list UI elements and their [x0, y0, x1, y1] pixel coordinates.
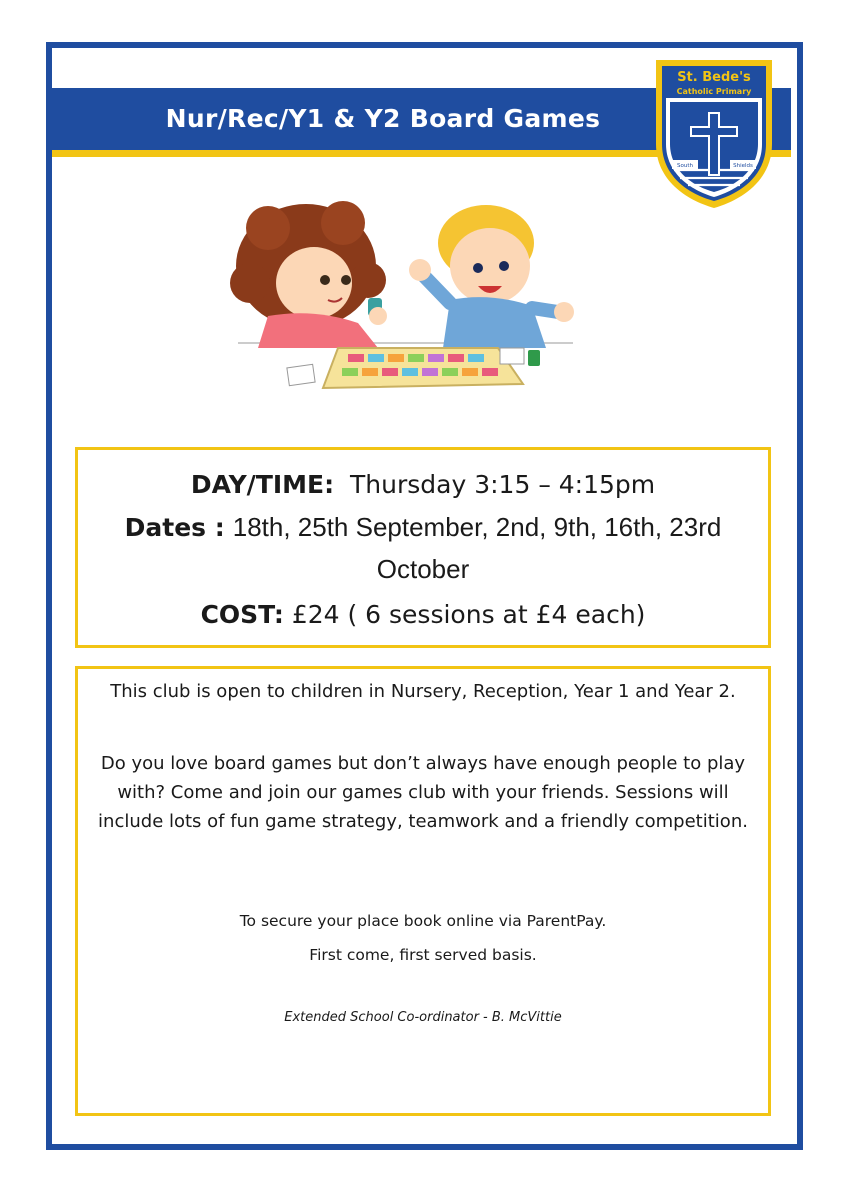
- coordinator-signature: Extended School Co-ordinator - B. McVittie: [284, 1010, 562, 1025]
- crest-left-label: South: [677, 163, 693, 169]
- basis-text: First come, first served basis.: [309, 946, 537, 964]
- dates-value-continued: October: [376, 554, 470, 584]
- page-title: Nur/Rec/Y1 & Y2 Board Games: [165, 104, 601, 133]
- dates-line: [78, 512, 768, 543]
- body-text-line-3: include lots of fun game strategy, teamwork and a friendly competition.: [98, 811, 748, 832]
- eligibility-text: This club is open to children in Nursery, Reception, Year 1 and Year 2.: [110, 681, 736, 702]
- crest-school-name: St. Bede's: [677, 70, 751, 85]
- day-time-line: [78, 470, 768, 499]
- children-playing-board-game-illustration: [228, 188, 583, 413]
- session-details-box: [75, 447, 771, 648]
- dates-label: Dates :: [124, 513, 225, 542]
- cost-value: £24 ( 6 sessions at £4 each): [291, 600, 646, 629]
- day-time-value: Thursday 3:15 – 4:15pm: [350, 470, 656, 499]
- crest-subtitle: Catholic Primary: [676, 87, 752, 96]
- dates-value: 18th, 25th September, 2nd, 9th, 16th, 23rd: [232, 512, 722, 542]
- cost-label: COST:: [200, 600, 284, 629]
- body-text-line-1: Do you love board games but don’t always have enough people to play: [100, 753, 746, 774]
- day-time-label: DAY/TIME:: [190, 470, 335, 499]
- booking-text: To secure your place book online via ParentPay.: [239, 912, 607, 930]
- description-box: [75, 666, 771, 1116]
- cost-line: [78, 600, 768, 629]
- crest-right-label: Shields: [733, 163, 753, 169]
- school-crest-logo: [650, 52, 778, 212]
- body-text-line-2: with? Come and join our games club with your friends. Sessions will: [117, 782, 729, 803]
